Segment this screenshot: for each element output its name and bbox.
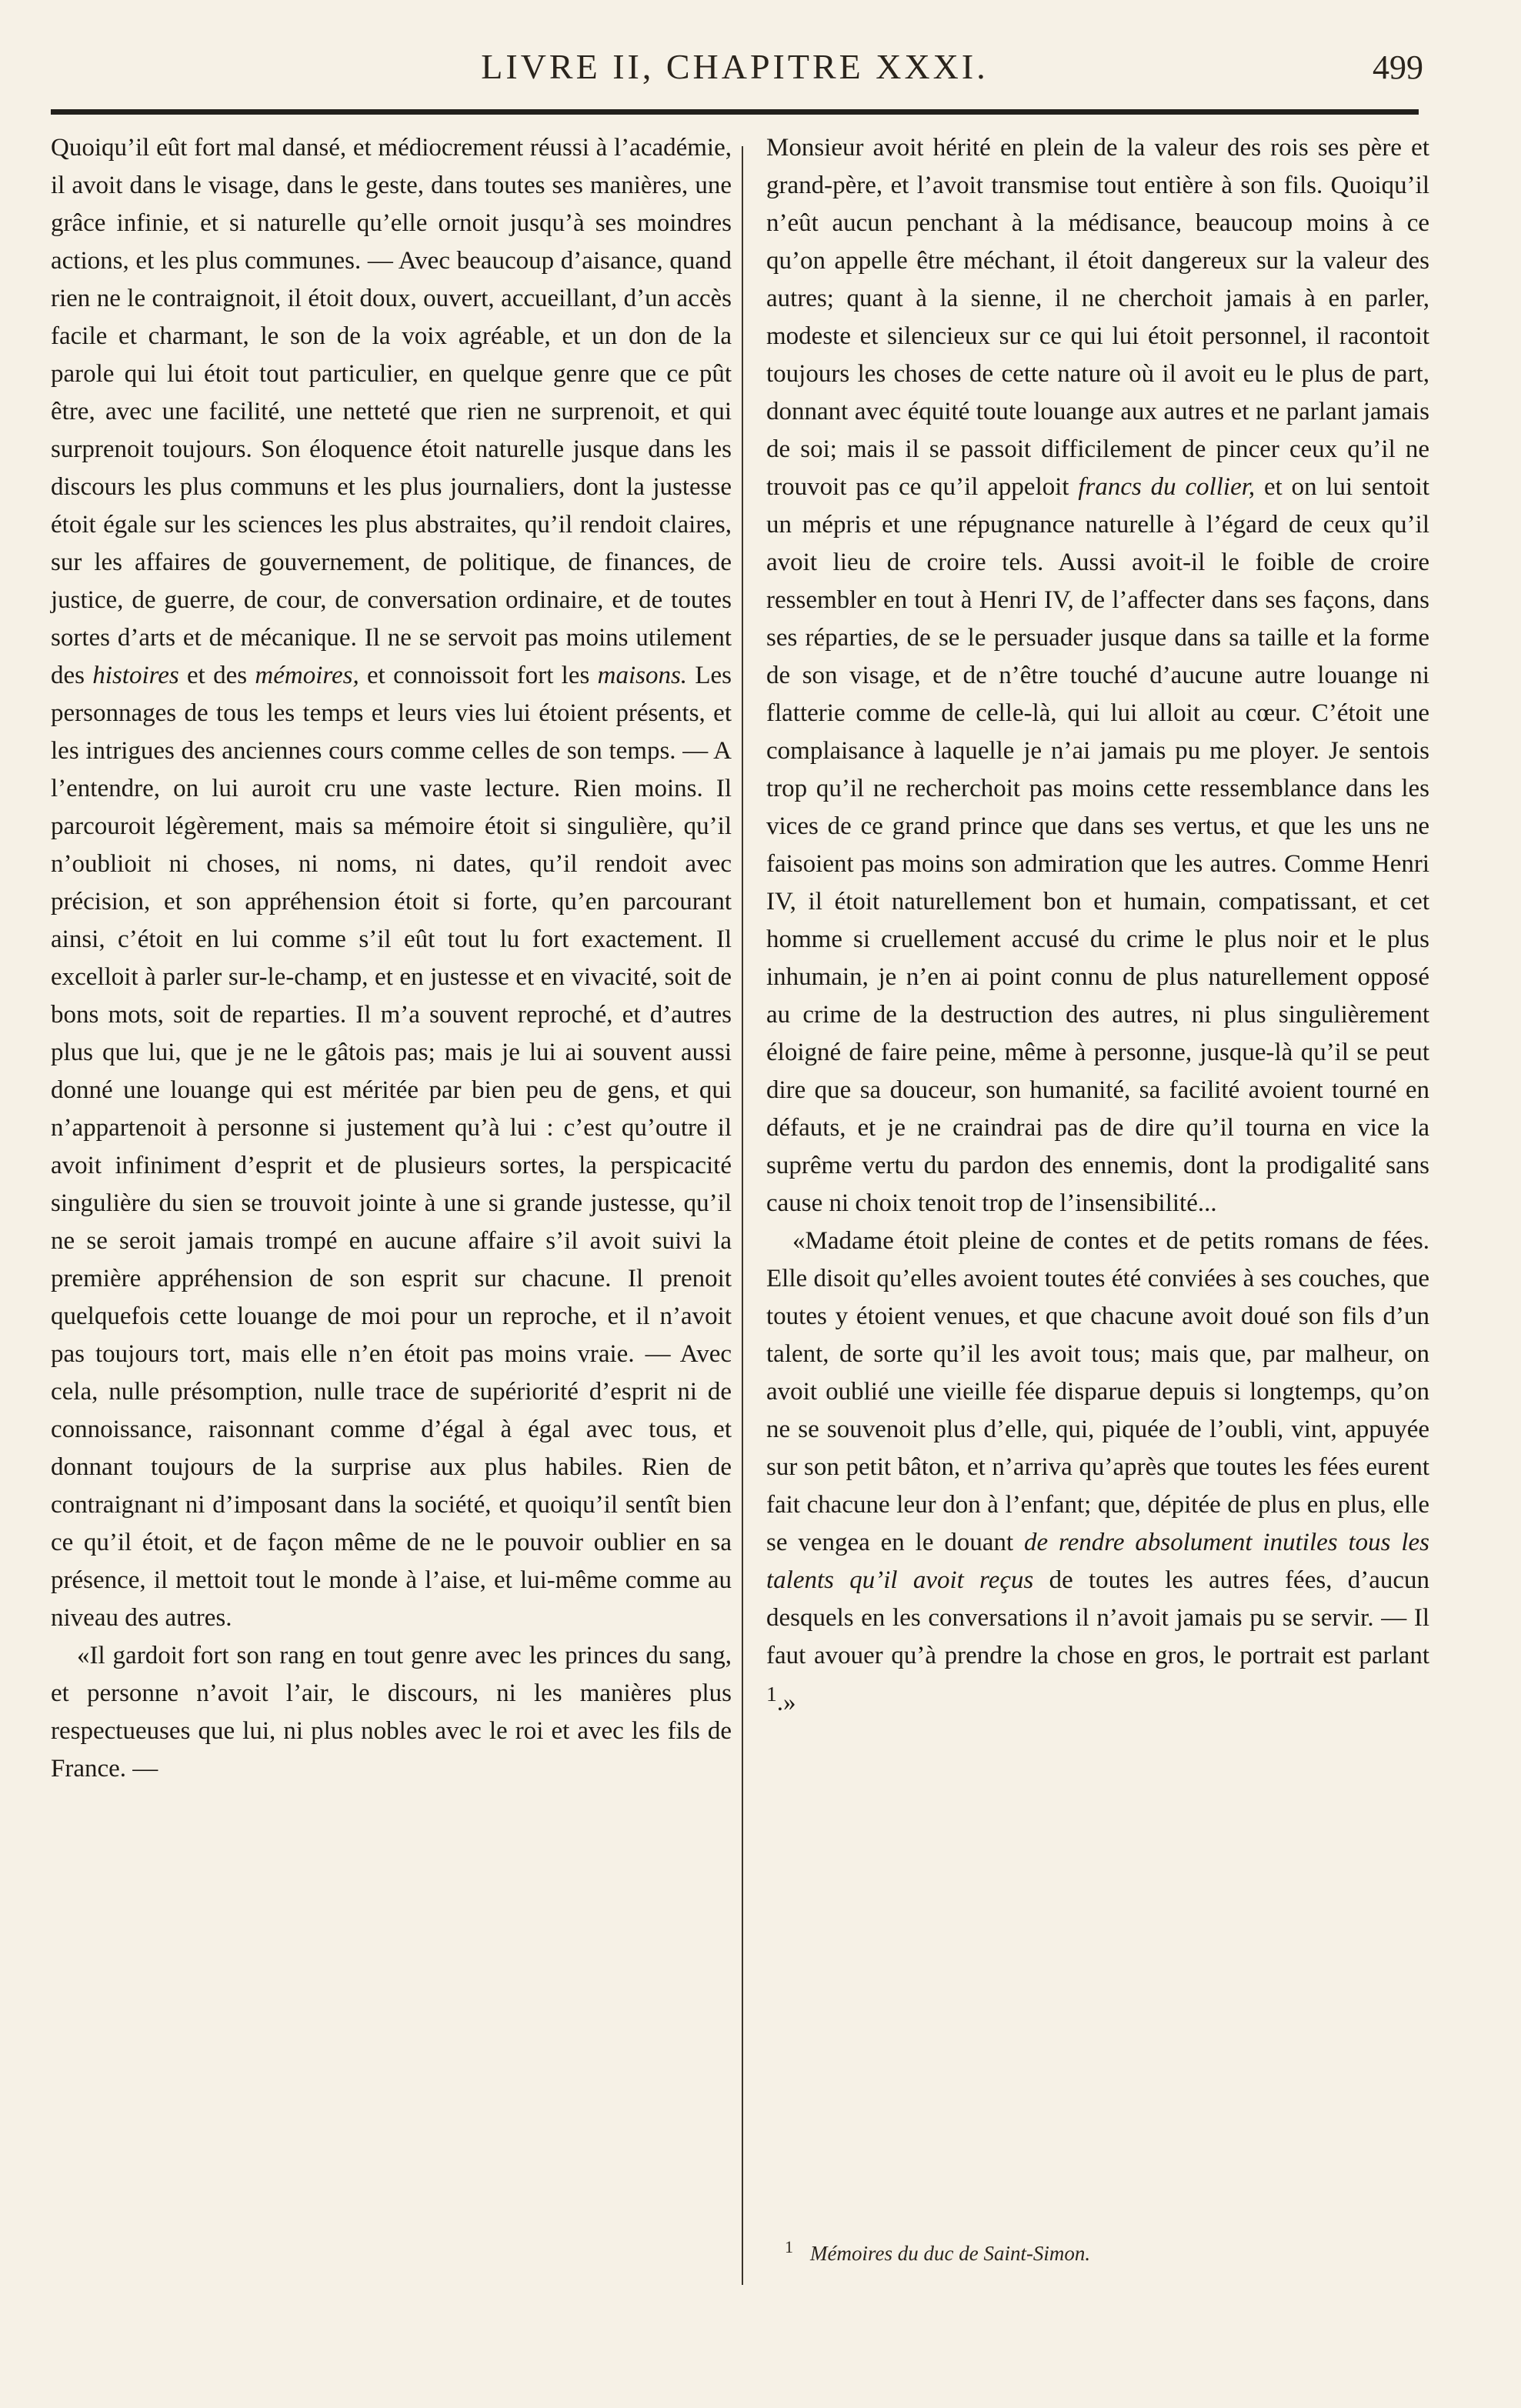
right-paragraph-1: Monsieur avoit hérité en plein de la valeur des rois ses père et grand-père, et l’avoit transmise tout entière à son fils. Quoiqu’il n’eût aucun penchant à la médisance, beaucoup moins à ce qu’on appelle être méchant, il étoit dangereux sur la valeur des autres; quant à la sienne, il ne cherchoit jamais à en parler, modeste et silencieux sur ce qui lui étoit personnel, il racontoit toujours les choses de cette nature où il avoit eu le plus de part, donnant avec équité toute louange aux autres et ne parlant jamais de soi; mais il se passoit difficilement de pincer ceux qu’il ne trouvoit pas ce qu’il appeloit francs du collier, et on lui sentoit un mépris et une répugnance naturelle à l’égard de ceux qu’il avoit lieu de croire tels. Aussi avoit-il le foible de croire ressembler en tout à Henri IV, de l’affecter dans ses façons, dans ses réparties, de se le persuader jusque dans sa taille et la forme de son visage, et de n’être touché d’aucune autre louange ni flatterie comme de celle-là, qui lui alloit au cœur. C’étoit une complaisance à laquelle je n’ai jamais pu me ployer. Je sentois trop qu’il ne recherchoit pas moins cette ressemblance dans les vices de ce grand prince que dans ses vertus, et que les uns ne faisoient pas moins son admiration que les autres. Comme Henri IV, il étoit naturellement bon et humain, compatissant, et cet homme si cruellement accusé du crime le plus noir et le plus inhumain, je n’en ai point connu de plus naturellement opposé au crime de la destruction des autres, ni plus singulièrement éloigné de faire peine, même à personne, jusque-là qu’il se peut dire que sa douceur, son humanité, sa facilité avoient tourné en défauts, et je ne craindrai pas de dire qu’il tourna en vice la suprême vertu du pardon des ennemis, dont la prodigalité sans cause ni choix tenoit trop de l’insensibilité... (766, 134, 1429, 1217)
page-number: 499 (1373, 48, 1423, 86)
running-title: LIVRE II, CHAPITRE XXXI. (481, 47, 989, 86)
footnote (785, 2237, 1090, 2266)
page-header (46, 40, 1423, 102)
footnote-reference[interactable]: 1 (766, 1682, 777, 1706)
left-column (51, 129, 732, 1788)
left-paragraph-1: Quoiqu’il eût fort mal dansé, et médiocrement réussi à l’académie, il avoit dans le visage, dans le geste, dans toutes ses manières, une grâce infinie, et si naturelle qu’elle ornoit jusqu’à ses moindres actions, et les plus communes. — Avec beaucoup d’aisance, quand rien ne le contraignoit, il étoit doux, ouvert, accueillant, d’un accès facile et charmant, le son de la voix agréable, et un don de la parole qui lui étoit tout particulier, en quelque genre que ce pût être, avec une facilité, une netteté que rien ne surprenoit, et qui surprenoit toujours. Son éloquence étoit naturelle jusque dans les discours les plus communs et les plus journaliers, dont la justesse étoit égale sur les sciences les plus abstraites, qu’il rendoit claires, sur les affaires de gouvernement, de politique, de finances, de justice, de guerre, de cour, de conversation ordinaire, et de toutes sortes d’arts et de mécanique. Il ne se servoit pas moins utilement des histoires et des mémoires, et connoissoit fort les maisons. Les personnages de tous les temps et leurs vies lui étoient présents, et les intrigues des anciennes cours comme celles de son temps. — A l’entendre, on lui auroit cru une vaste lecture. Rien moins. Il parcouroit légèrement, mais sa mémoire étoit si singulière, qu’il n’oublioit ni choses, ni noms, ni dates, qu’il rendoit avec précision, et son appréhension étoit si forte, qu’en parcourant ainsi, c’étoit en lui comme s’il eût tout lu fort exactement. Il excelloit à parler sur-le-champ, et en justesse et en vivacité, soit de bons mots, soit de reparties. Il m’a souvent reproché, et d’autres plus que lui, que je ne le gâtois pas; mais je lui ai souvent aussi donné une louange qui est méritée par bien peu de gens, et qui n’appartenoit à personne si justement qu’à lui : c’est qu’outre il avoit infiniment d’esprit et de plusieurs sortes, la perspicacité singulière du sien se trouvoit jointe à une si grande justesse, qu’il ne se seroit jamais trompé en aucune affaire s’il avoit suivi la première appréhension de son esprit sur chacune. Il prenoit quelquefois cette louange de moi pour un reproche, et il n’avoit pas toujours tort, mais elle n’en étoit pas moins vraie. — Avec cela, nulle présomption, nulle trace de supériorité d’esprit ni de connoissance, raisonnant comme d’égal à égal avec tous, et donnant toujours de la surprise aux plus habiles. Rien de contraignant ni d’imposant dans la société, et quoiqu’il sentît bien ce qu’il étoit, et de façon même de ne le pouvoir oublier en sa présence, il mettoit tout le monde à l’aise, et lui-même comme au niveau des autres. (51, 134, 732, 1632)
footnote-text: Mémoires du duc de Saint-Simon. (810, 2242, 1091, 2265)
column-divider (742, 146, 743, 2285)
right-paragraph-2: «Madame étoit pleine de contes et de petits romans de fées. Elle disoit qu’elles avoient toutes été conviées à ses couches, que toutes y étoient venues, et que chacune avoit doué son fils d’un talent, de sorte qu’il les avoit tous; mais que, par malheur, on avoit oublié une vieille fée disparue depuis si longtemps, qu’on ne se souvenoit plus d’elle, qui, piquée de l’oubli, vint, appuyée sur son petit bâton, et n’arriva qu’après que toutes les fées eurent fait chacune leur don à l’enfant; que, dépitée de plus en plus, elle se vengea en le douant de rendre absolument inutiles tous les talents qu’il avoit reçus de toutes les autres fées, d’aucun desquels en les conversations il n’avoit jamais pu se servir. — Il faut avouer qu’à prendre la chose en gros, le portrait est parlant $^1$.» (766, 1227, 1429, 1716)
footnote-mark: 1 (785, 2237, 793, 2256)
right-column (766, 129, 1429, 1722)
left-paragraph-2: «Il gardoit fort son rang en tout genre avec les princes du sang, et personne n’avoit l’air, le discours, ni les manières plus respectueuses que lui, ni plus nobles avec le roi et avec les fils de France. — (51, 1642, 732, 1783)
header-rule (51, 109, 1419, 115)
